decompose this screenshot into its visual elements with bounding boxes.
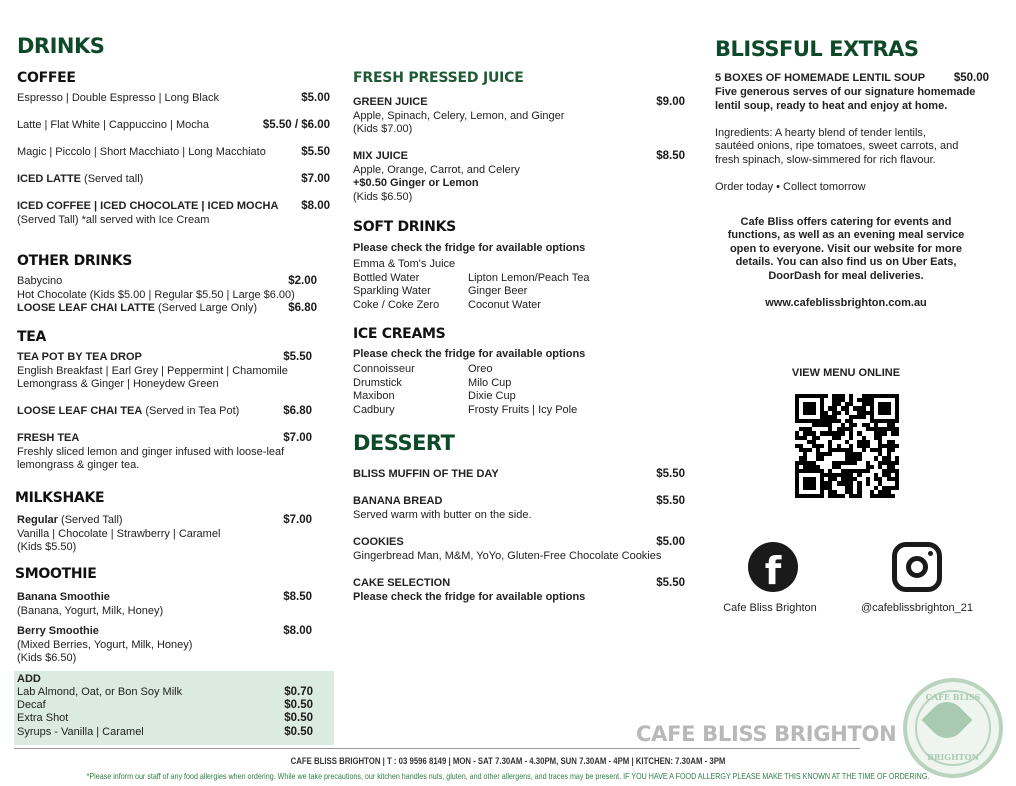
teapot-row: TEA POT BY TEA DROP $5.50 English Breakfast | Earl Grey | Peppermint | Chamomile Lemongrass & Ginger | Honeydew Green	[17, 351, 312, 390]
banana-smoothie-row: Banana Smoothie $8.50 (Banana, Yogurt, Milk, Honey)	[17, 591, 312, 617]
list-item: Maxibon	[353, 390, 395, 402]
soup-desc-1: Five generous serves of our signature homemade	[715, 86, 976, 98]
other-drinks-heading: OTHER DRINKS	[17, 253, 133, 269]
cookies-row: COOKIES $5.00 Gingerbread Man, M&M, YoYo, Gluten-Free Chocolate Cookies	[353, 536, 685, 562]
soft-drinks-list	[353, 258, 598, 312]
list-item: Coconut Water	[468, 298, 541, 311]
chai-latte-row: LOOSE LEAF CHAI LATTE (Served Large Only) $6.80	[17, 302, 317, 314]
qr-code-icon[interactable]	[795, 394, 899, 498]
soft-drinks-note: Please check the fridge for available options	[353, 242, 586, 254]
ice-creams-note: Please check the fridge for available options	[353, 348, 586, 360]
footer-allergy-note: *Please inform our staff of any food allergies when ordering. While we take precautions, our kitchen handles nuts, gluten, and other allergens, and traces may be present. IF YOU HAVE A FOOD ALLERGY PLEASE MAKE THIS KNOWN AT THE TIME OF ORDERING.	[86, 771, 930, 781]
add-heading: ADD	[17, 673, 41, 685]
list-item: Connoisseur	[353, 363, 415, 375]
banana-bread-row: BANANA BREAD $5.50 Served warm with butter on the side.	[353, 495, 685, 521]
coffee-row-1: Espresso | Double Espresso | Long Black $5.00	[17, 92, 330, 104]
add-row-milk: Lab Almond, Oat, or Bon Soy Milk $0.70	[17, 686, 313, 698]
iced-combo-row: ICED COFFEE | ICED CHOCOLATE | ICED MOCHA $8.00 (Served Tall) *all served with Ice Cream	[17, 200, 330, 226]
fresh-tea-row: FRESH TEA $7.00 Freshly sliced lemon and ginger infused with loose-leaf lemongrass & ginger tea.	[17, 432, 312, 471]
ingredients-1: Ingredients: A hearty blend of tender lentils,	[715, 127, 926, 139]
smoothie-heading: SMOOTHIE	[15, 566, 97, 582]
catering-line-5: DoorDash for meal deliveries.	[768, 270, 924, 282]
list-item: Drumstick	[353, 376, 402, 389]
add-row-syrups: Syrups - Vanilla | Caramel $0.50	[17, 726, 313, 738]
ingredients-3: fresh spinach, slow-simmered for rich flavour.	[715, 154, 936, 166]
leaf-logo-icon: CAFE BLISS BRIGHTON	[903, 678, 1003, 778]
catering-line-4: details. You can also find us on Uber Eats,	[735, 256, 957, 268]
iced-latte-row: ICED LATTE (Served tall) $7.00	[17, 173, 330, 185]
add-row-decaf: Decaf $0.50	[17, 699, 313, 711]
drinks-title: DRINKS	[17, 34, 105, 58]
website-link[interactable]: www.cafeblissbrighton.com.au	[765, 297, 927, 309]
soup-row: 5 BOXES OF HOMEMADE LENTIL SOUP $50.00	[715, 72, 989, 84]
coffee-heading: COFFEE	[17, 70, 76, 86]
ingredients-2: sautéed onions, ripe tomatoes, sweet carrots, and	[715, 140, 959, 152]
coffee-row-2: Latte | Flat White | Cappuccino | Mocha $5.50 / $6.00	[17, 119, 330, 131]
green-juice-row: GREEN JUICE $9.00 Apple, Spinach, Celery, Lemon, and Ginger (Kids $7.00)	[353, 96, 685, 135]
list-item: Sparkling Water	[353, 285, 431, 297]
soup-desc-2: lentil soup, ready to heat and enjoy at home.	[715, 100, 948, 112]
footer-contact: CAFE BLISS BRIGHTON | T : 03 9596 8149 | MON - SAT 7.30AM - 4.30PM, SUN 7.30AM - 4PM | KITCHEN: 7.30AM - 3PM	[290, 756, 726, 767]
instagram-label[interactable]: @cafeblissbrighton_21	[860, 602, 974, 614]
catering-line-2: functions, as well as an evening meal service	[727, 229, 965, 241]
catering-line-3: open to everyone. Visit our website for more	[729, 243, 963, 255]
soft-drinks-heading: SOFT DRINKS	[353, 219, 456, 235]
milkshake-row: Regular (Served Tall) $7.00 Vanilla | Chocolate | Strawberry | Caramel (Kids $5.50)	[17, 514, 312, 553]
list-item: Bottled Water	[353, 271, 420, 284]
list-item: Oreo	[468, 363, 493, 375]
berry-smoothie-row: Berry Smoothie $8.00 (Mixed Berries, Yogurt, Milk, Honey) (Kids $6.50)	[17, 625, 312, 664]
chai-tea-row: LOOSE LEAF CHAI TEA (Served in Tea Pot) $6.80	[17, 405, 312, 417]
list-item: Milo Cup	[468, 376, 512, 389]
facebook-icon[interactable]: f	[748, 542, 798, 592]
list-item: Cadbury	[353, 403, 395, 416]
coffee-row-3: Magic | Piccolo | Short Macchiato | Long Macchiato $5.50	[17, 146, 330, 158]
dessert-title: DESSERT	[353, 431, 455, 455]
list-item: Emma & Tom's Juice	[353, 258, 456, 270]
footer-divider	[14, 748, 860, 749]
view-menu-label: VIEW MENU ONLINE	[791, 367, 901, 379]
tea-heading: TEA	[17, 329, 47, 345]
ice-creams-list	[353, 363, 598, 417]
list-item: Coke / Coke Zero	[353, 298, 440, 311]
muffin-row: BLISS MUFFIN OF THE DAY $5.50	[353, 468, 685, 480]
list-item: Lipton Lemon/Peach Tea	[468, 271, 590, 284]
cake-row: CAKE SELECTION $5.50 Please check the fridge for available options	[353, 577, 685, 603]
add-row-shot: Extra Shot $0.50	[17, 712, 313, 724]
brand-wordmark: CAFE BLISS BRIGHTON	[636, 722, 897, 746]
list-item	[468, 258, 598, 272]
facebook-label[interactable]: Cafe Bliss Brighton	[723, 602, 817, 614]
catering-line-1: Cafe Bliss offers catering for events and	[740, 216, 952, 228]
instagram-icon[interactable]	[892, 542, 942, 592]
order-note: Order today • Collect tomorrow	[715, 181, 866, 193]
list-item: Ginger Beer	[468, 285, 528, 297]
ice-creams-heading: ICE CREAMS	[353, 326, 446, 342]
babycino-row: Babycino $2.00	[17, 275, 317, 287]
extras-title: BLISSFUL EXTRAS	[715, 37, 919, 61]
list-item: Frosty Fruits | Icy Pole	[468, 403, 578, 416]
hot-chocolate-row: Hot Chocolate (Kids $5.00 | Regular $5.50 | Large $6.00)	[17, 289, 295, 301]
juice-heading: FRESH PRESSED JUICE	[353, 70, 524, 86]
milkshake-heading: MILKSHAKE	[15, 490, 105, 506]
mix-juice-row: MIX JUICE $8.50 Apple, Orange, Carrot, and Celery +$0.50 Ginger or Lemon (Kids $6.50)	[353, 150, 685, 203]
list-item: Dixie Cup	[468, 390, 516, 402]
